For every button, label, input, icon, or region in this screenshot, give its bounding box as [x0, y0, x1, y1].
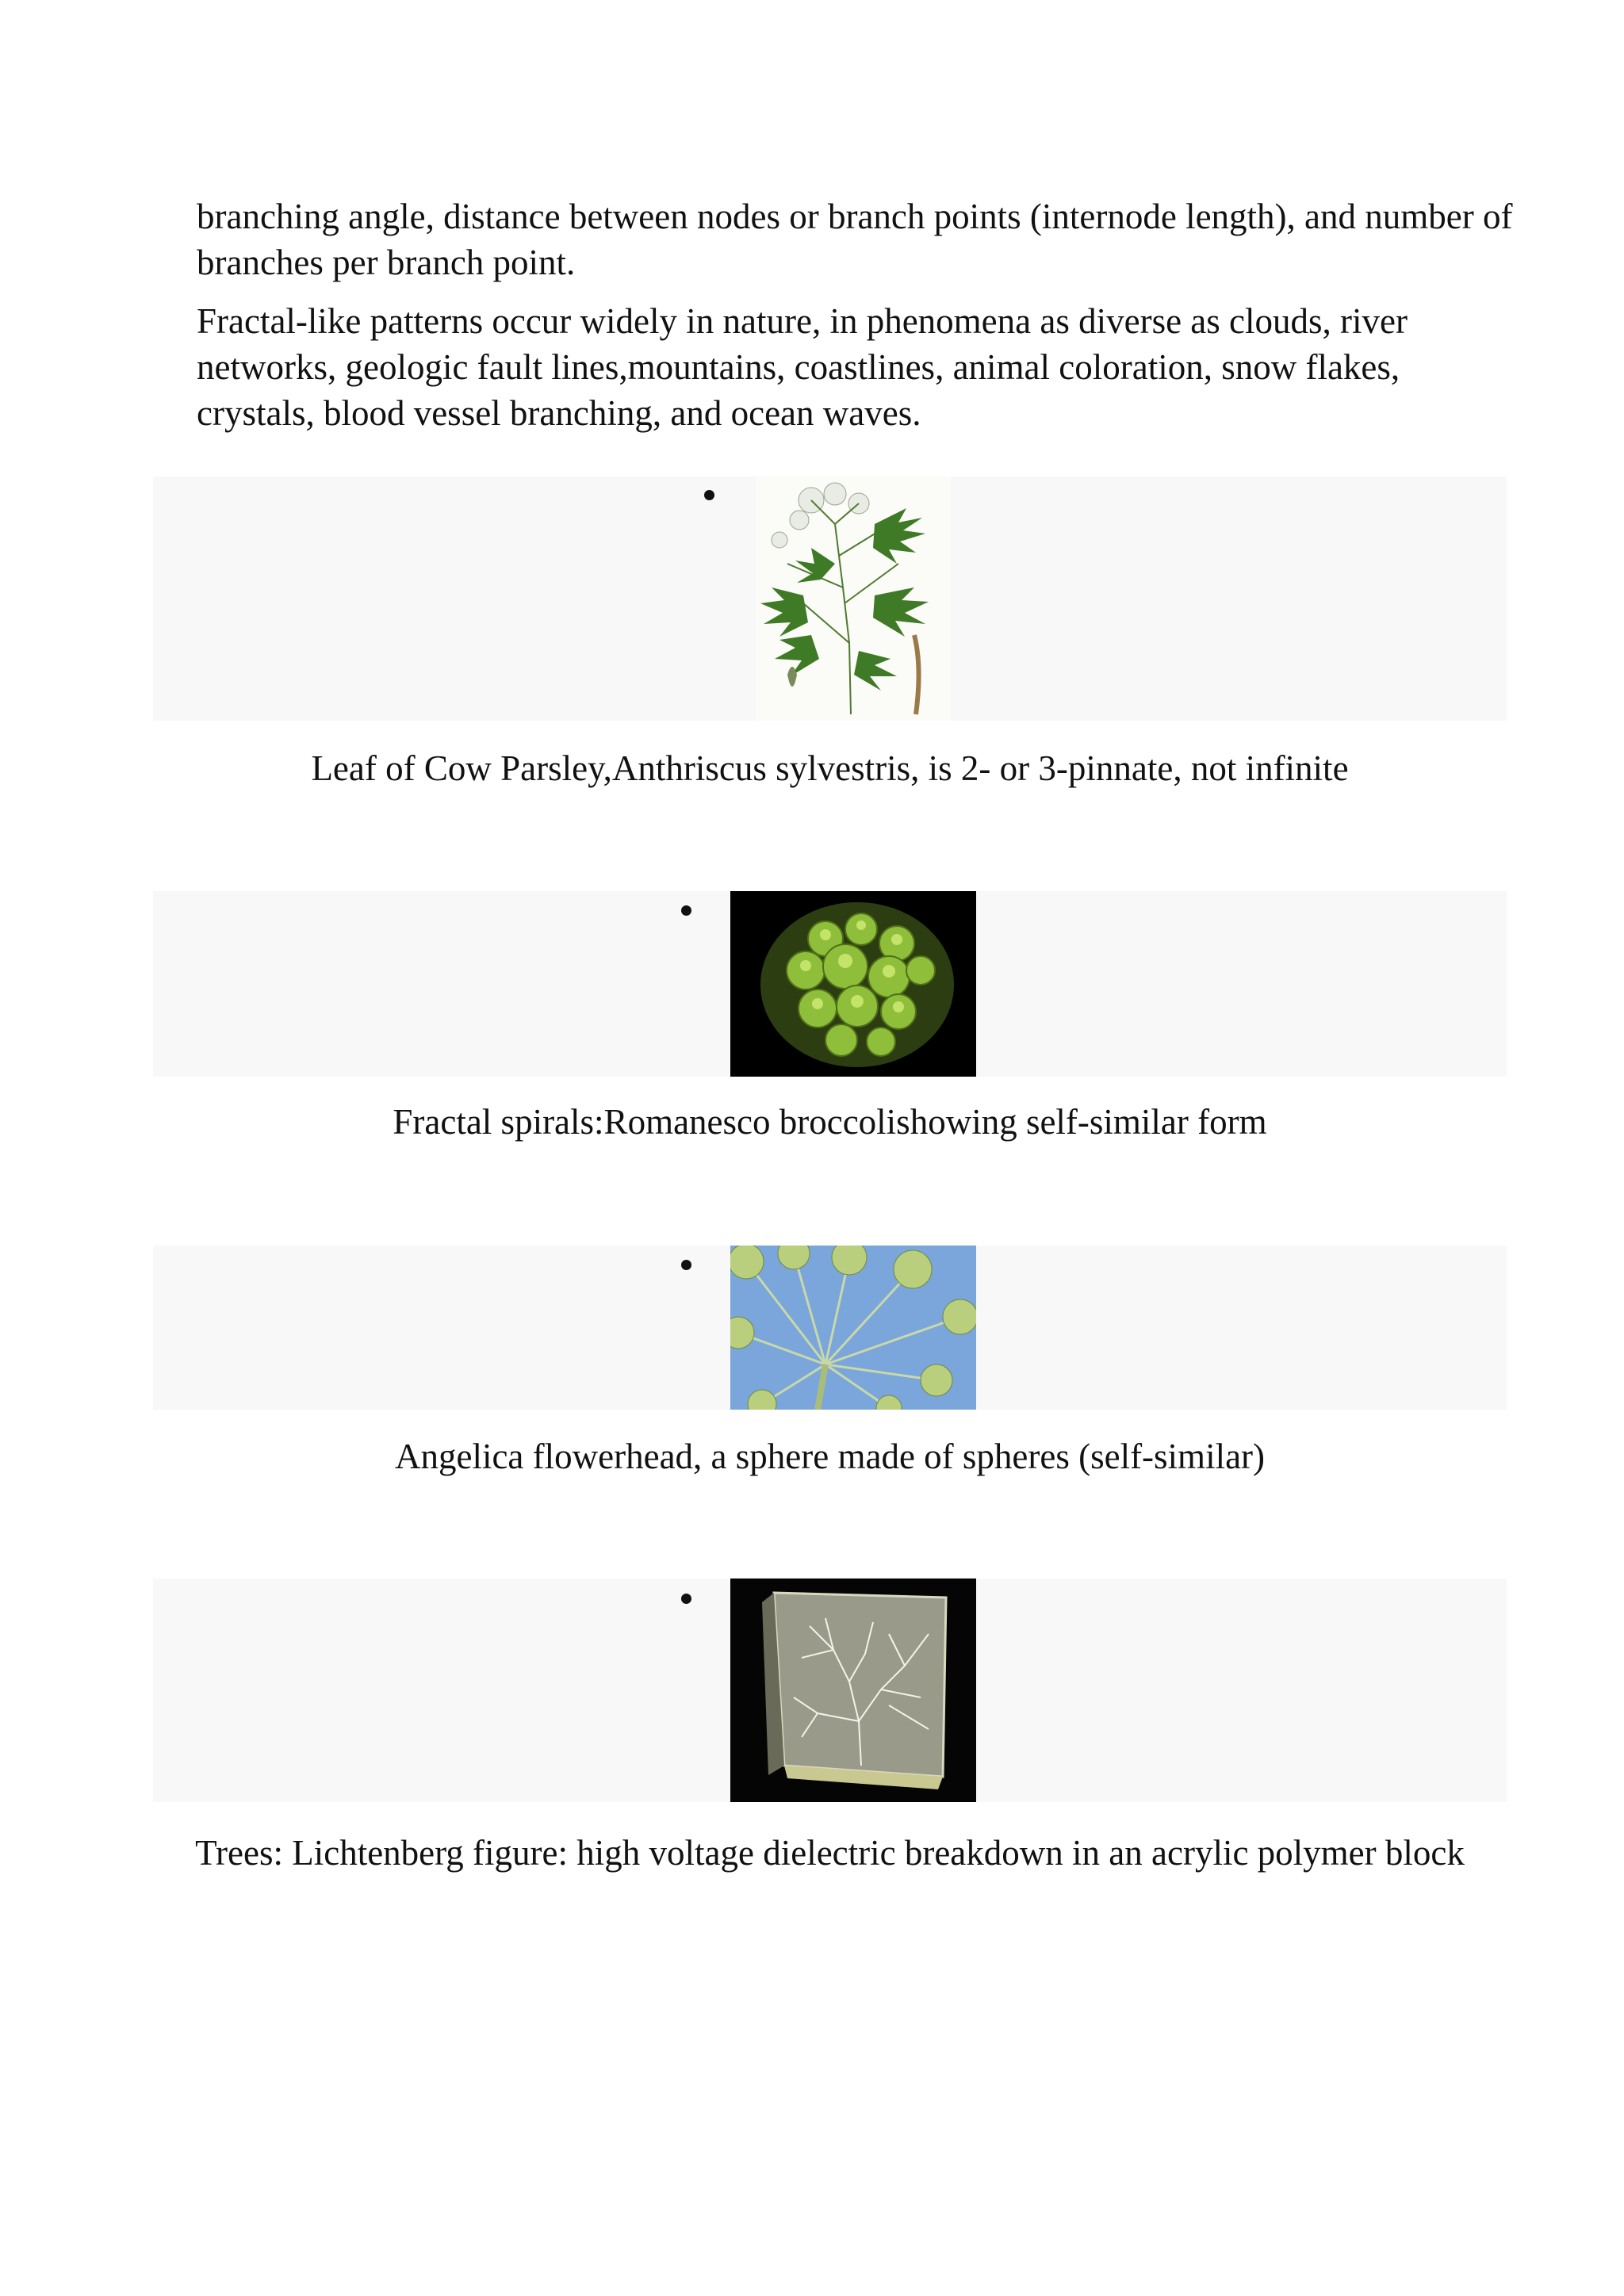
bullet — [681, 1260, 691, 1270]
cow-parsley-image — [756, 476, 951, 721]
angelica-image — [730, 1246, 976, 1410]
figure-caption: Trees: Lichtenberg figure: high voltage dielectric breakdown in an acrylic polymer block — [195, 1833, 1465, 1873]
romanesco-image — [730, 891, 976, 1077]
lichtenberg-image — [730, 1578, 976, 1802]
bullet — [681, 1594, 691, 1604]
figure-caption: Angelica flowerhead, a sphere made of spheres (self-similar) — [394, 1437, 1266, 1476]
bullet — [681, 905, 691, 916]
body-paragraph: branching angle, distance between nodes or branch points (internode length), and number of branches per branch point. — [197, 197, 1513, 282]
bullet — [704, 490, 714, 500]
body-paragraph: Fractal-like patterns occur widely in nature, in phenomena as diverse as clouds, river networks, geologic fault lines,mountains, coastlines, animal coloration, snow flakes, crystals, blood vessel branching, and ocean waves. — [197, 301, 1408, 433]
figure-caption: Fractal spirals:Romanesco broccolishowing self-similar form — [393, 1102, 1267, 1142]
figure-caption: Leaf of Cow Parsley,Anthriscus sylvestris, is 2- or 3-pinnate, not infinite — [311, 748, 1349, 788]
